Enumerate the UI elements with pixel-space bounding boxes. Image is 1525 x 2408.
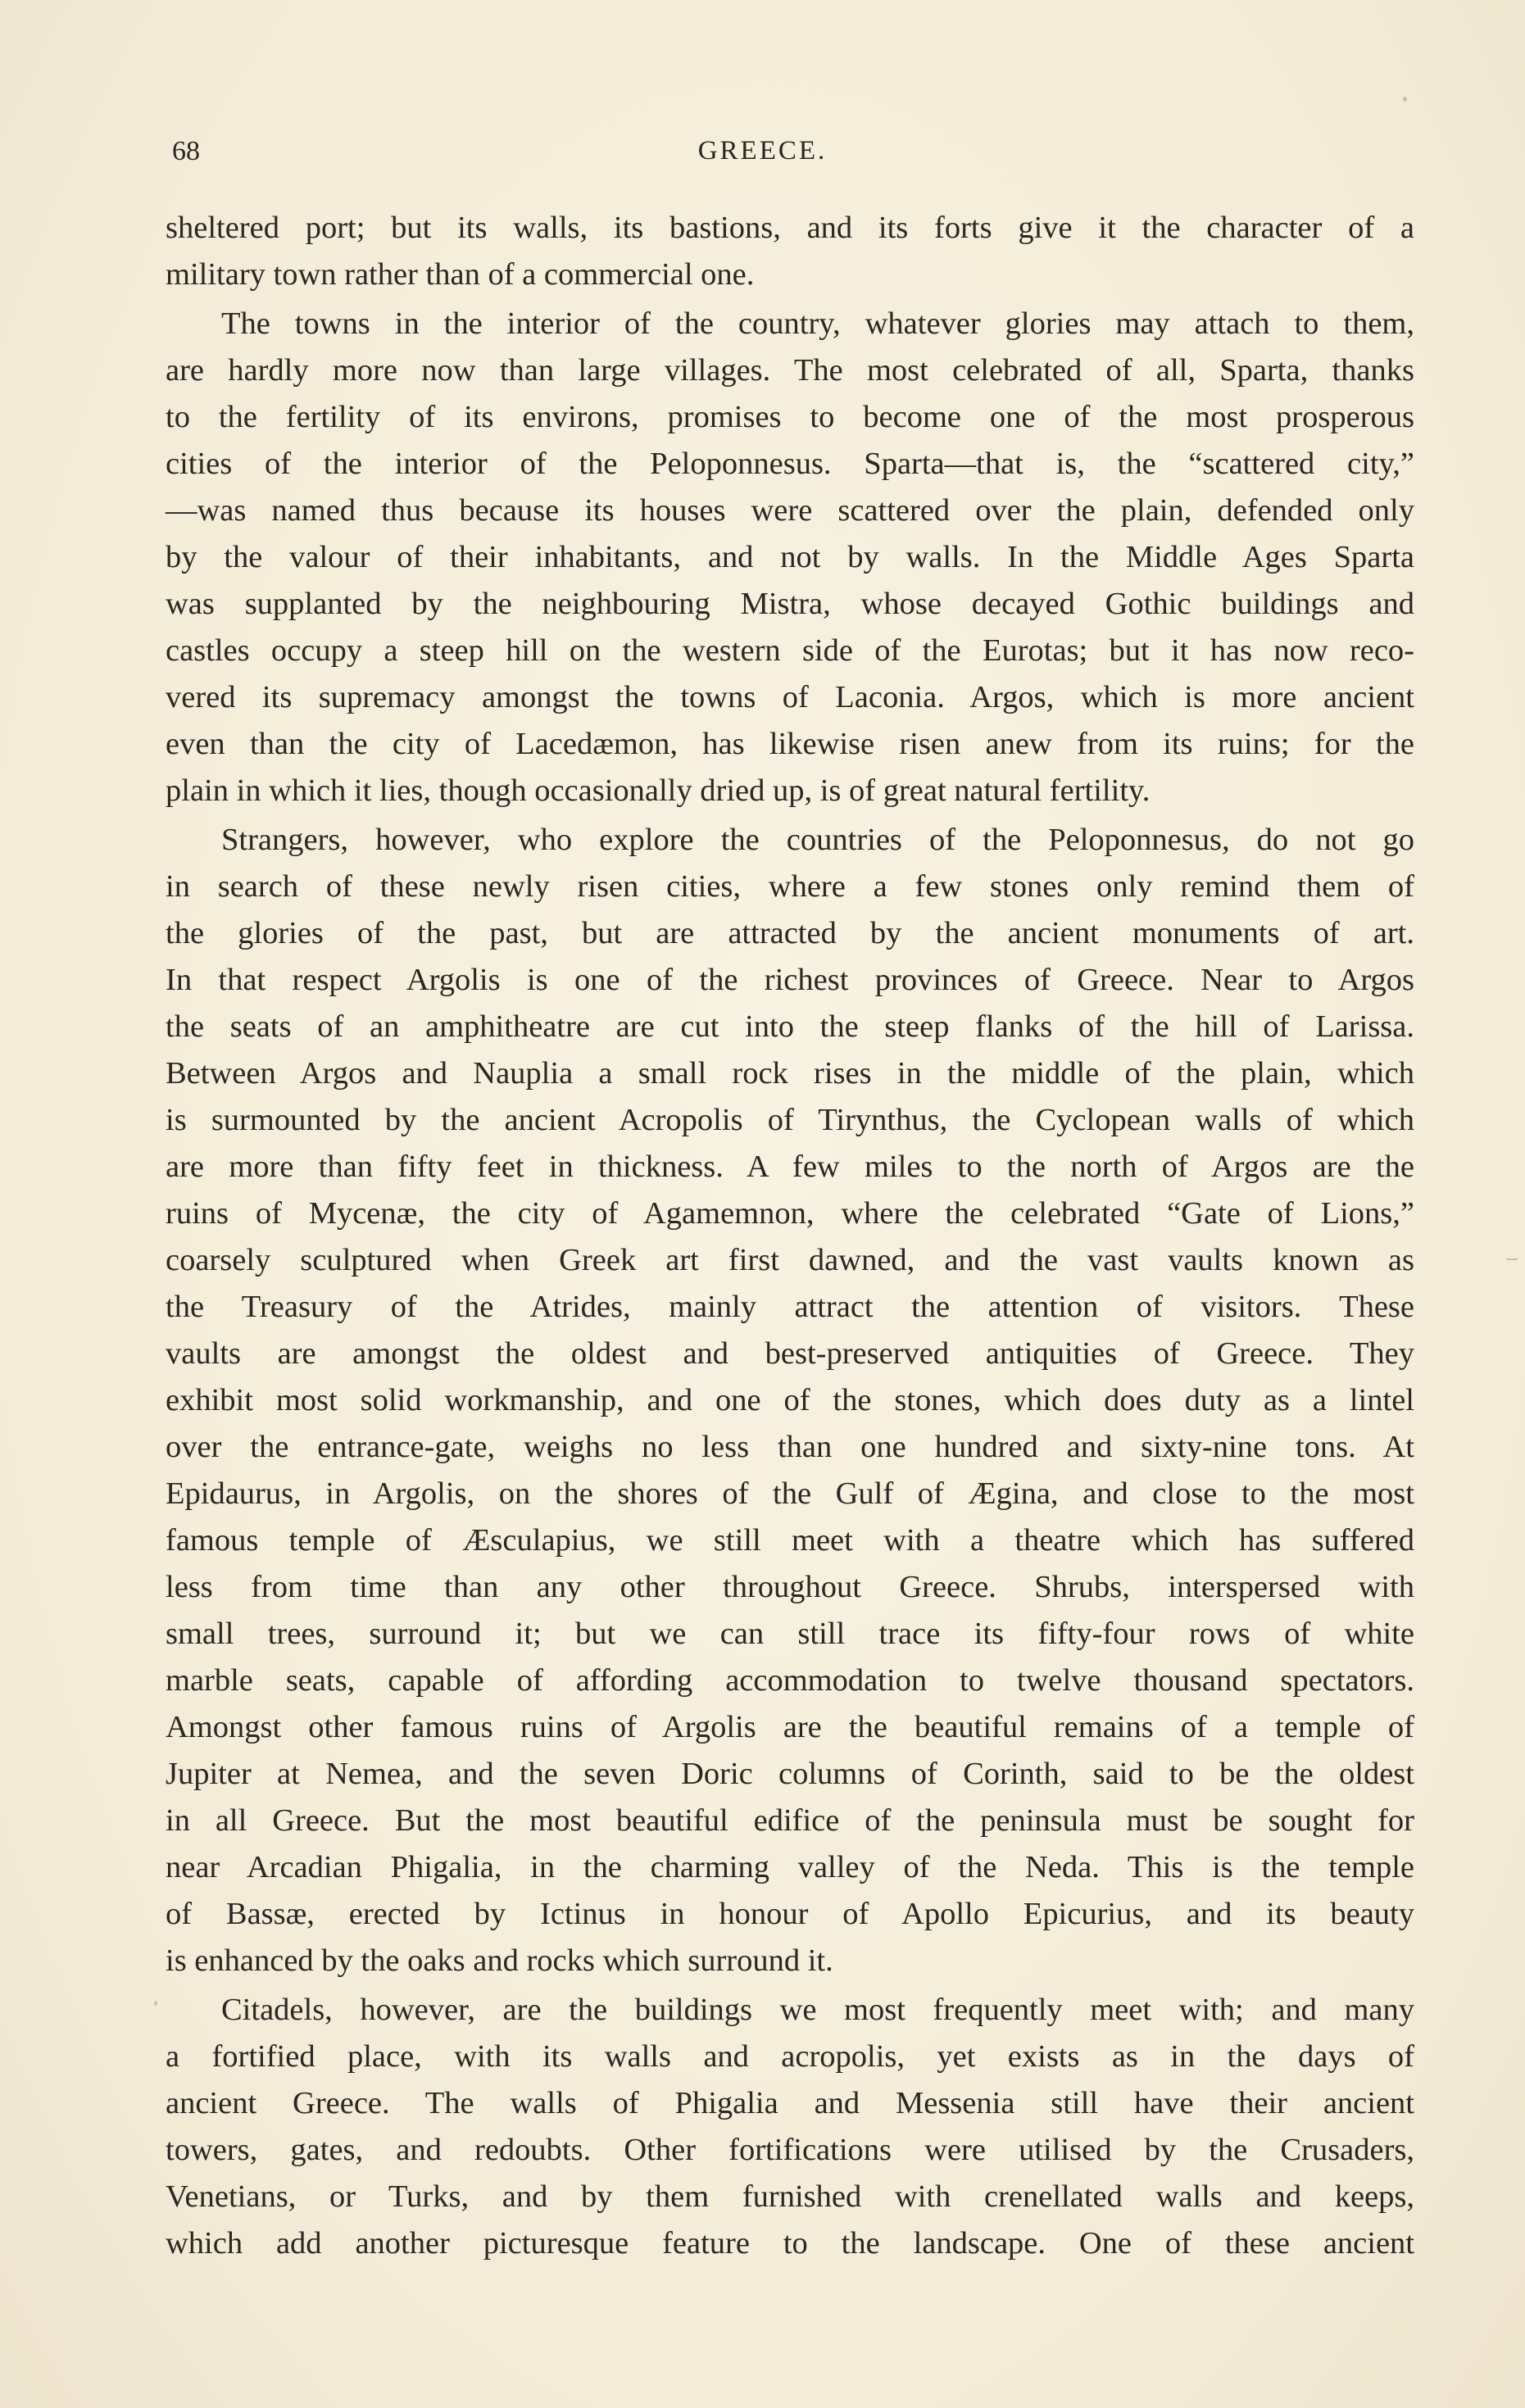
text-line: the Treasury of the Atrides, mainly attract the attention of visitors. These: [166, 1290, 1414, 1324]
text-line: are more than fifty feet in thickness. A few miles to the north of Argos are the: [166, 1150, 1414, 1184]
text-line: to the fertility of its environs, promises to become one of the most prosperous: [166, 400, 1414, 434]
text-line: ruins of Mycenæ, the city of Agamemnon, where the celebrated “Gate of Lions,”: [166, 1196, 1414, 1231]
paragraph: [166, 205, 1414, 298]
text-line: Jupiter at Nemea, and the seven Doric columns of Corinth, said to be the oldest: [166, 1757, 1414, 1791]
text-line: towers, gates, and redoubts. Other fortifications were utilised by the Crusaders,: [166, 2133, 1414, 2167]
text-line: Venetians, or Turks, and by them furnished with crenellated walls and keeps,: [166, 2179, 1414, 2214]
text-line: a fortified place, with its walls and acropolis, yet exists as in the days of: [166, 2039, 1414, 2074]
text-line: is surmounted by the ancient Acropolis of Tirynthus, the Cyclopean walls of which: [166, 1103, 1414, 1137]
paragraph: [166, 301, 1414, 814]
text-line: small trees, surround it; but we can still trace its fifty-four rows of white: [166, 1617, 1414, 1651]
paragraph: [166, 1987, 1414, 2267]
text-line: near Arcadian Phigalia, in the charming valley of the Neda. This is the temple: [166, 1850, 1414, 1884]
text-line: by the valour of their inhabitants, and not by walls. In the Middle Ages Sparta: [166, 540, 1414, 574]
text-line: Amongst other famous ruins of Argolis are the beautiful remains of a temple of: [166, 1710, 1414, 1744]
text-line: Epidaurus, in Argolis, on the shores of the Gulf of Ægina, and close to the most: [166, 1476, 1414, 1511]
text-line: The towns in the interior of the country, whatever glories may attach to them,: [221, 306, 1414, 341]
text-line: which add another picturesque feature to the landscape. One of these ancient: [166, 2226, 1414, 2261]
text-line: marble seats, capable of affording accommodation to twelve thousand spectators.: [166, 1663, 1414, 1698]
text-line: coarsely sculptured when Greek art first dawned, and the vast vaults known as: [166, 1243, 1414, 1277]
text-line: over the entrance-gate, weighs no less than one hundred and sixty-nine tons. At: [166, 1430, 1414, 1464]
text-line: the glories of the past, but are attracted by the ancient monuments of art.: [166, 916, 1414, 950]
paragraph: [166, 817, 1414, 1984]
text-line: —was named thus because its houses were scattered over the plain, defended only: [166, 493, 1414, 528]
text-line: cities of the interior of the Peloponnesus. Sparta—that is, the “scattered city,”: [166, 447, 1414, 481]
text-line: Strangers, however, who explore the countries of the Peloponnesus, do not go: [221, 823, 1414, 857]
text-line: was supplanted by the neighbouring Mistra, whose decayed Gothic buildings and: [166, 587, 1414, 621]
text-line: in search of these newly risen cities, where a few stones only remind them of: [166, 869, 1414, 904]
text-line: famous temple of Æsculapius, we still meet with a theatre which has suffered: [166, 1523, 1414, 1558]
text-line: military town rather than of a commercial one.: [166, 257, 755, 292]
text-line: are hardly more now than large villages. The most celebrated of all, Sparta, thanks: [166, 353, 1414, 388]
text-line: the seats of an amphitheatre are cut into the steep flanks of the hill of Larissa.: [166, 1009, 1414, 1044]
text-line: vered its supremacy amongst the towns of Laconia. Argos, which is more ancient: [166, 680, 1414, 714]
text-line: In that respect Argolis is one of the richest provinces of Greece. Near to Argos: [166, 963, 1414, 997]
text-line: exhibit most solid workmanship, and one of the stones, which does duty as a lintel: [166, 1383, 1414, 1417]
body-text: [166, 205, 1414, 2267]
text-line: vaults are amongst the oldest and best-preserved antiquities of Greece. They: [166, 1336, 1414, 1371]
paper-speck: [1403, 97, 1407, 102]
text-line: plain in which it lies, though occasionally dried up, is of great natural fertility.: [166, 773, 1151, 808]
text-line: sheltered port; but its walls, its bastions, and its forts give it the character of a: [166, 211, 1414, 245]
text-line: Citadels, however, are the buildings we most frequently meet with; and many: [221, 1993, 1414, 2027]
text-line: castles occupy a steep hill on the western side of the Eurotas; but it has now reco-: [166, 633, 1414, 668]
margin-mark: [1506, 1258, 1518, 1260]
text-line: less from time than any other throughout Greece. Shrubs, interspersed with: [166, 1570, 1414, 1604]
running-title: GREECE.: [697, 136, 828, 166]
text-line: Between Argos and Nauplia a small rock rises in the middle of the plain, which: [166, 1056, 1414, 1091]
paper-speck: [154, 2001, 157, 2006]
text-line: ancient Greece. The walls of Phigalia and Messenia still have their ancient: [166, 2086, 1414, 2120]
text-line: is enhanced by the oaks and rocks which surround it.: [166, 1943, 833, 1978]
text-line: even than the city of Lacedæmon, has likewise risen anew from its ruins; for the: [166, 727, 1414, 761]
page-number: 68: [172, 136, 200, 166]
text-line: of Bassæ, erected by Ictinus in honour of Apollo Epicurius, and its beauty: [166, 1897, 1414, 1931]
text-line: in all Greece. But the most beautiful edifice of the peninsula must be sought for: [166, 1803, 1414, 1838]
